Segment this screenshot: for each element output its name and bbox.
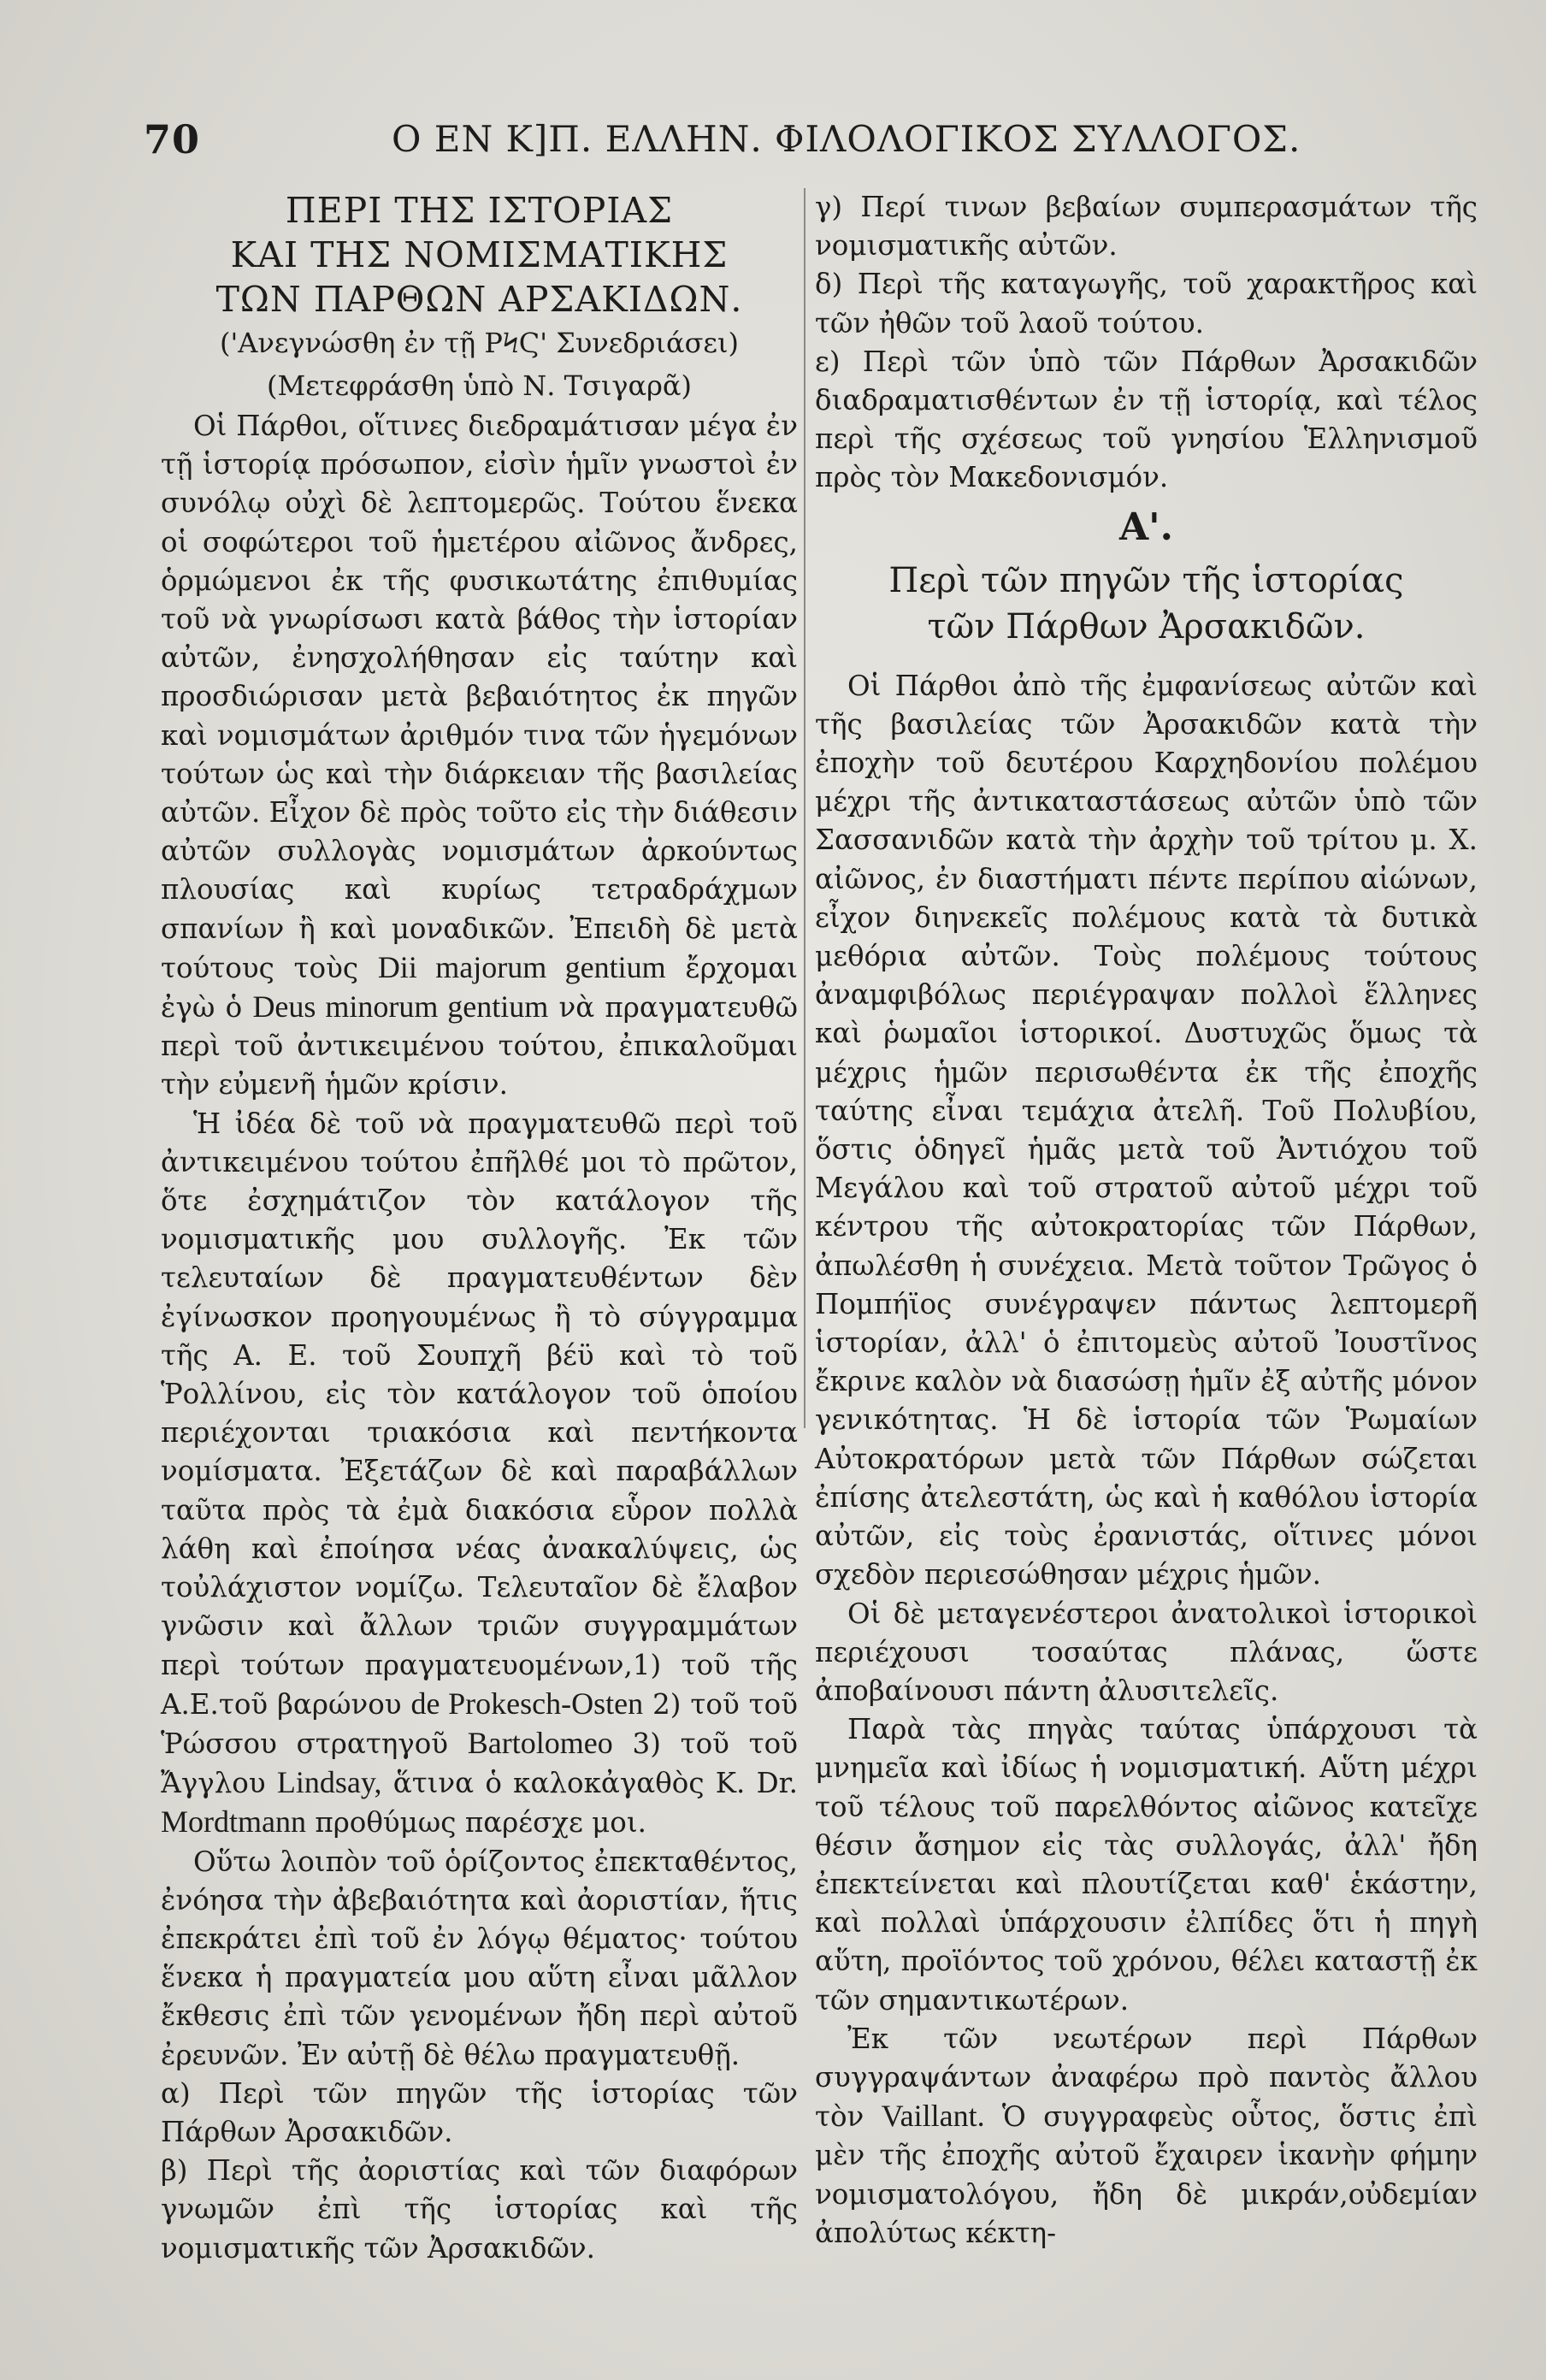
intro-paragraph-3: Οὕτω λοιπὸν τοῦ ὁρίζοντος ἐπεκταθέντος, ἐνόησα τὴν ἀβεβαιότητα καὶ ἀοριστίαν, ἥτις ἐπεκράτει ἐπὶ τοῦ ἐν λόγῳ θέματος· τούτου ἕνεκα ἡ πραγματεία μου αὕτη εἶναι μᾶλλον ἔκθεσις ἐπὶ τῶν γενομένων ἤδη περὶ αὐτοῦ ἐρευνῶν. Ἐν αὐτῇ δὲ θέλω πραγματευθῇ.: [161, 1845, 798, 2071]
running-title: Ο ΕΝ Κ]Π. ΕΛΛΗΝ. ΦΙΛΟΛΟΓΙΚΟΣ ΣΥΛΛΟΓΟΣ.: [392, 118, 1301, 160]
intro-p2e-text: προθύμως παρέσχε μοι.: [315, 1806, 646, 1840]
translator-note: (Μετεφράσθη ὑπὸ Ν. Τσιγαρᾶ): [266, 369, 693, 402]
article-title-line-2: ΚΑΙ ΤΗΣ ΝΟΜΙΣΜΑΤΙΚΗΣ: [230, 234, 729, 275]
article-title-line-1: ΠΕΡΙ ΤΗΣ ΙΣΤΟΡΙΑΣ: [285, 190, 674, 231]
section-title-line-1: Περὶ τῶν πηγῶν τῆς ἱστορίας: [888, 560, 1404, 600]
list-item-a: α) Περὶ τῶν πηγῶν τῆς ἱστορίας τῶν Πάρθων Ἀρσακιδῶν.: [161, 2076, 798, 2148]
left-column: [161, 188, 798, 2268]
page-header: [144, 109, 1478, 178]
sec-p4a-text: Ἐκ τῶν νεωτέρων περὶ Πάρθων συγγραψάντων ἀναφέρω πρὸ παντὸς ἄλλου τὸν: [815, 2022, 1478, 2134]
intro-p2d-text: ἅτινα ὁ καλοκἀγαθὸς Κ. Dr.: [392, 1767, 798, 1800]
latin-lindsay: Lindsay,: [276, 1765, 382, 1800]
intro-p2c-text: 3) τοῦ τοῦ Ἄγγλου: [161, 1727, 798, 1800]
column-divider: [804, 188, 805, 1428]
list-item-b: β) Περὶ τῆς ἀοριστίας καὶ τῶν διαφόρων γνωμῶν ἐπὶ τῆς ἱστορίας καὶ τῆς νομισματικῆς τῶν Ἀρσακιδῶν.: [161, 2154, 798, 2265]
section-gap: [815, 650, 1478, 667]
intro-p1c-text: νὰ πραγματευθῶ περὶ τοῦ ἀντικειμένου τούτου, ἐπικαλοῦμαι τὴν εὐμενῆ ἡμῶν κρίσιν.: [161, 991, 798, 1101]
latin-prokesch: de Prokesch-Osten: [410, 1686, 644, 1721]
latin-phrase-2: Deus minorum gentium: [252, 989, 549, 1025]
page-number: 70: [144, 116, 201, 162]
latin-phrase-1: Dii majorum gentium: [377, 949, 666, 984]
section-title-line-2: τῶν Πάρθων Ἀρσακιδῶν.: [927, 606, 1366, 647]
section-paragraph-1: Οἱ Πάρθοι ἀπὸ τῆς ἐμφανίσεως αὐτῶν καὶ τῆς βασιλείας τῶν Ἀρσακιδῶν κατὰ τὴν ἐποχὴν τοῦ δευτέρου Καρχηδονίου πολέμου μέχρι τῆς ἀντικαταστάσεως αὐτῶν ὑπὸ τῶν Σασσανιδῶν κατὰ τὴν ἀρχὴν τοῦ τρίτου μ. Χ. αἰῶνος, ἐν διαστήματι πέντε περίπου αἰώνων, εἶχον διηνεκεῖς πολέμους κατὰ τὰ δυτικὰ μεθόρια αὐτῶν. Τοὺς πολέμους τούτους ἀναμφιβόλως περιέγραψαν πολλοὶ ἕλληνες καὶ ῥωμαῖοι ἱστορικοί. Δυστυχῶς ὅμως τὰ μέχρις ἡμῶν περισωθέντα ἐκ τῆς ἐποχῆς ταύτης εἶναι τεμάχια ἀτελῆ. Τοῦ Πολυβίου, ὅστις ὁδηγεῖ ἡμᾶς μετὰ τοῦ Ἀντιόχου τοῦ Μεγάλου καὶ τοῦ στρατοῦ αὐτοῦ μέχρι τοῦ κέντρου τῆς αὐτοκρατορίας τῶν Πάρθων, ἀπωλέσθη ἡ συνέχεια. Μετὰ τοῦτον Τρῶγος ὁ Πομπήϊος συνέγραψεν πάντως λεπτομερῆ ἱστορίαν, ἀλλ' ὁ ἐπιτομεὺς αὐτοῦ Ἰουστῖνος ἔκρινε καλὸν νὰ διασώσῃ ἡμῖν ἐξ αὐτῆς μόνον γενικότητας. Ἡ δὲ ἱστορία τῶν Ῥωμαίων Αὐτοκρατόρων μετὰ τῶν Πάρθων σώζεται ἐπίσης ἀτελεστάτη, ὡς καὶ ἡ καθόλου ἱστορία αὐτῶν, εἰς τοὺς ἐρανιστάς, οἵτινες μόνοι σχεδὸν περιεσώθησαν μέχρις ἡμῶν.: [815, 669, 1478, 1592]
list-item-c: γ) Περί τινων βεβαίων συμπερασμάτων τῆς νομισματικῆς αὐτῶν.: [815, 191, 1478, 263]
intro-paragraph-2: [161, 1105, 798, 1843]
list-item-e: ε) Περὶ τῶν ὑπὸ τῶν Πάρθων Ἀρσακιδῶν διαδραματισθέντων ἐν τῇ ἱστορίᾳ, καὶ τέλος περὶ τῆς σχέσεως τοῦ γνησίου Ἑλληνισμοῦ πρὸς τὸν Μακεδονισμόν.: [815, 345, 1478, 494]
section-paragraph-4: [815, 2020, 1478, 2253]
latin-mordtmann: Mordtmann: [161, 1804, 306, 1840]
section-paragraph-3: Παρὰ τὰς πηγὰς ταύτας ὑπάρχουσι τὰ μνημεῖα καὶ ἰδίως ἡ νομισματική. Αὕτη μέχρι τοῦ τέλους τοῦ παρελθόντος αἰῶνος κατεῖχε θέσιν ἄσημον εἰς τὰς συλλογάς, ἀλλ' ἤδη ἐπεκτείνεται καὶ πλουτίζεται καθ' ἑκάστην, καὶ πολλαὶ ὑπάρχουσιν ἐλπίδες ὅτι ἡ πηγὴ αὕτη, προϊόντος τοῦ χρόνου, θέλει καταστῇ ἐκ τῶν σημαντικωτέρων.: [815, 1713, 1478, 2017]
intro-p1b-text: ἔρχομαι ἐγὼ ὁ: [161, 951, 798, 1025]
article-title-line-3: ΤΩΝ ΠΑΡΘΩΝ ΑΡΣΑΚΙΔΩΝ.: [215, 279, 743, 320]
section-letter: Α'.: [1119, 505, 1173, 549]
intro-p2a-text: Ἡ ἰδέα δὲ τοῦ νὰ πραγματευθῶ περὶ τοῦ ἀντικειμένου τούτου ἐπῆλθέ μοι τὸ πρῶτον, ὅτε ἐσχημάτιζον τὸν κατάλογον τῆς νομισματικῆς μου συλλογῆς. Ἐκ τῶν τελευταίων δὲ πραγματευθέντων δὲν ἐγίνωσκον προηγουμένως ἢ τὸ σύγγραμμα τῆς Α. Ε. τοῦ Σουπχῆ βέϋ καὶ τὸ τοῦ Ῥολλίνου, εἰς τὸν κατάλογον τοῦ ὁποίου περιέχονται τριακόσια καὶ πεντήκοντα νομίσματα. Ἐξετάζων δὲ καὶ παραβάλλων ταῦτα πρὸς τὰ ἐμὰ διακόσια εὗρον πολλὰ λάθη καὶ ἐποίησα νέας ἀνακαλύψεις, ὡς τοὐλάχιστον νομίζω. Τελευταῖον δὲ ἔλαβον γνῶσιν καὶ ἄλλων τριῶν συγγραμμάτων περὶ τούτων πραγματευομένων,1) τοῦ τῆς Α.Ε.τοῦ βαρώνου: [161, 1107, 798, 1721]
intro-p2b-text: 2) τοῦ τοῦ Ῥώσσου στρατηγοῦ: [161, 1687, 798, 1760]
right-column: [815, 188, 1478, 2253]
latin-vaillant: Vaillant.: [881, 2099, 985, 2134]
latin-bartolomeo: Bartolomeo: [467, 1725, 613, 1760]
intro-p1-text: Οἱ Πάρθοι, οἵτινες διεδραμάτισαν μέγα ἐν τῇ ἱστορίᾳ πρόσωπον, εἰσὶν ἡμῖν γνωστοὶ ἐν συνόλῳ οὐχὶ δὲ λεπτομερῶς. Τούτου ἕνεκα οἱ σοφώτεροι τοῦ ἡμετέρου αἰῶνος ἄνδρες, ὁρμώμενοι ἐκ τῆς φυσικωτάτης ἐπιθυμίας τοῦ νὰ γνωρίσωσι κατὰ βάθος τὴν ἱστορίαν αὐτῶν, ἐνησχολήθησαν εἰς ταύτην καὶ προσδιώρισαν μετὰ βεβαιότητος ἐκ πηγῶν καὶ νομισμάτων ἀριθμόν τινα τῶν ἡγεμόνων τούτων ὡς καὶ τὴν διάρκειαν τῆς βασιλείας αὐτῶν. Εἶχον δὲ πρὸς τοῦτο εἰς τὴν διάθεσιν αὐτῶν συλλογὰς νομισμάτων ἀρκούντως πλουσίας καὶ κυρίως τετραδράχμων σπανίων ἢ καὶ μοναδικῶν. Ἐπειδὴ δὲ μετὰ τούτους τοὺς: [161, 410, 798, 984]
session-note: ('Ανεγνώσθη ἐν τῇ ΡϞϚ' Συνεδριάσει): [219, 327, 740, 359]
section-paragraph-2: Οἱ δὲ μεταγενέστεροι ἀνατολικοὶ ἱστορικοὶ περιέχουσι τοσαύτας πλάνας, ὥστε ἀποβαίνουσι πάντη ἀλυσιτελεῖς.: [815, 1597, 1478, 1707]
list-item-d: δ) Περὶ τῆς καταγωγῆς, τοῦ χαρακτῆρος καὶ τῶν ἠθῶν τοῦ λαοῦ τούτου.: [815, 268, 1478, 340]
sec-p4b-text: Ὁ συγγραφεὺς οὗτος, ὅστις ἐπὶ μὲν τῆς ἐποχῆς αὐτοῦ ἔχαιρεν ἱκανὴν φήμην νομισματολόγου, ἤδη δὲ μικράν,οὐδεμίαν ἀπολύτως κέκτη-: [815, 2100, 1478, 2249]
intro-paragraph-1: [161, 407, 798, 1105]
